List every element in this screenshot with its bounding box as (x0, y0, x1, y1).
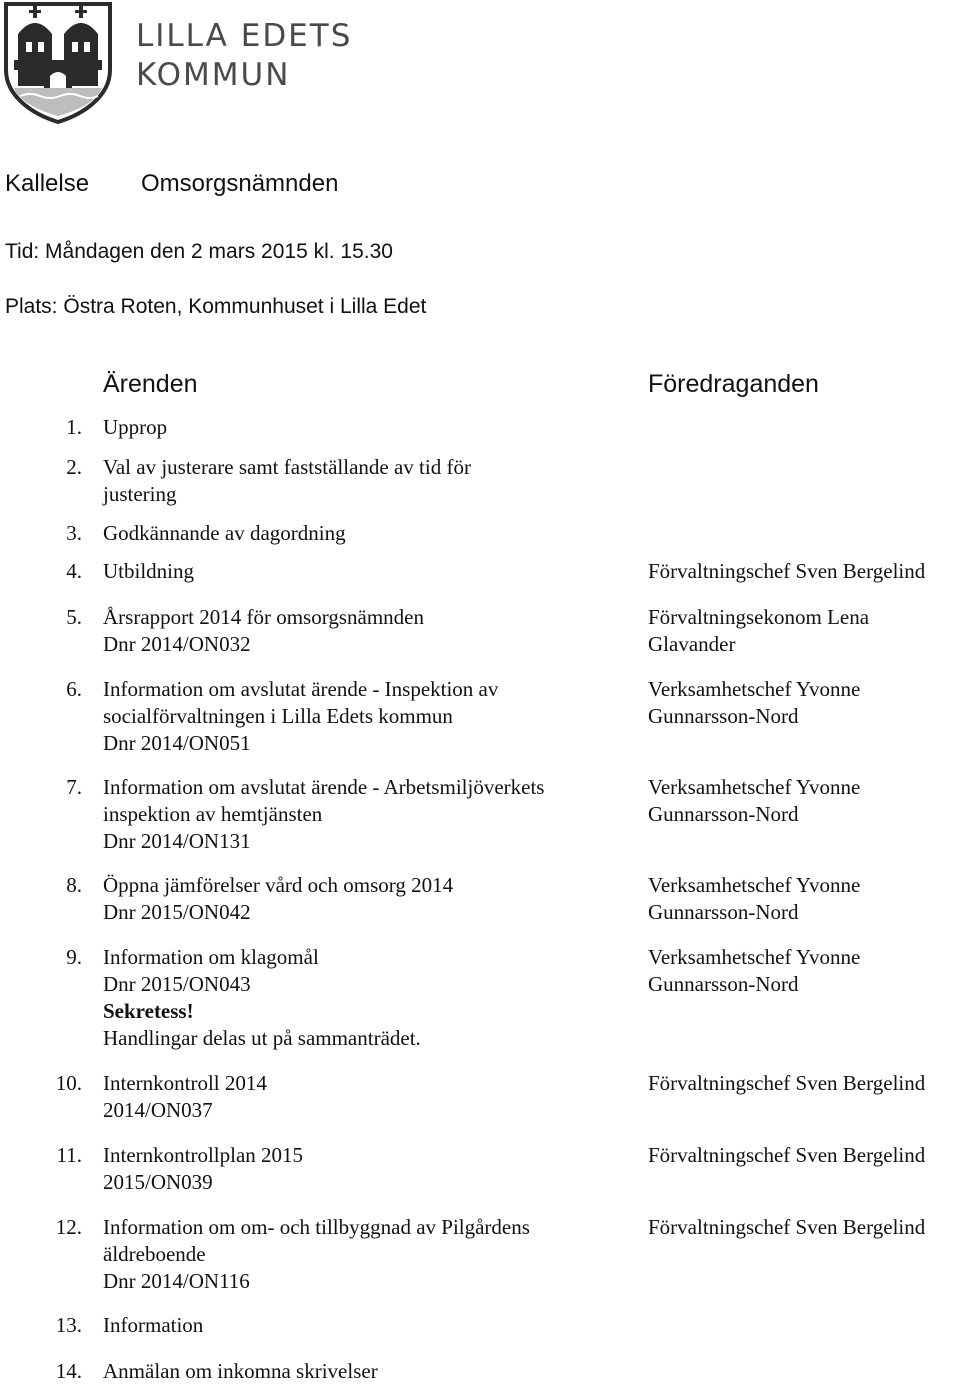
item-number: 14. (55, 1359, 82, 1383)
item-subject (103, 1358, 623, 1385)
item-subject (103, 1312, 623, 1339)
item-number: 2. (66, 455, 82, 479)
confidential-notice: Sekretess! (103, 999, 194, 1023)
item-presenter (648, 1070, 960, 1097)
presenter-line: Förvaltningschef Sven Bergelind (648, 1215, 926, 1239)
item-subject (103, 558, 623, 585)
presenter-line: Gunnarsson-Nord (648, 972, 799, 996)
meeting-time: Tid: Måndagen den 2 mars 2015 kl. 15.30 (5, 240, 393, 263)
item-line: socialförvaltningen i Lilla Edets kommun (103, 704, 453, 728)
item-number: 6. (66, 677, 82, 701)
item-line: Information om klagomål (103, 945, 319, 969)
item-number: 5. (66, 605, 82, 629)
item-presenter (648, 676, 960, 730)
item-number: 13. (55, 1313, 82, 1337)
item-subject (103, 414, 623, 441)
item-line: Godkännande av dagordning (103, 521, 346, 545)
item-line: Information om om- och tillbyggnad av Pilgårdens (103, 1215, 530, 1239)
item-line: Anmälan om inkomna skrivelser (103, 1359, 378, 1383)
item-subject (103, 604, 623, 658)
item-line: Val av justerare samt fastställande av tid för (103, 455, 471, 479)
item-line: Internkontrollplan 2015 (103, 1143, 304, 1167)
committee-name: Omsorgsnämnden (141, 170, 339, 197)
item-line: Dnr 2014/ON116 (103, 1269, 250, 1293)
item-presenter (648, 944, 960, 998)
item-line: Utbildning (103, 559, 195, 583)
presenter-line: Förvaltningsekonom Lena (648, 605, 870, 629)
item-subject (103, 676, 623, 757)
item-line: Information (103, 1313, 204, 1337)
item-presenter (648, 558, 960, 585)
item-number: 12. (55, 1215, 82, 1239)
item-presenter (648, 1214, 960, 1241)
item-number: 3. (66, 521, 82, 545)
presenter-line: Verksamhetschef Yvonne (648, 775, 861, 799)
presenter-line: Verksamhetschef Yvonne (648, 677, 861, 701)
item-line: Dnr 2015/ON042 (103, 900, 251, 924)
item-line: Information om avslutat ärende - Arbetsmiljöverkets (103, 775, 545, 799)
presenter-line: Gunnarsson-Nord (648, 900, 799, 924)
item-subject (103, 520, 623, 547)
item-line: Dnr 2014/ON051 (103, 731, 251, 755)
presenter-line: Gunnarsson-Nord (648, 802, 799, 826)
item-subject (103, 774, 623, 855)
item-number: 4. (66, 559, 82, 583)
item-line: 2015/ON039 (103, 1170, 213, 1194)
logo-text-line1: LILLA EDETS (136, 18, 353, 54)
presenter-line: Förvaltningschef Sven Bergelind (648, 1143, 926, 1167)
presenter-line: Verksamhetschef Yvonne (648, 945, 861, 969)
coat-of-arms-icon (0, 0, 120, 124)
presenter-line: Gunnarsson-Nord (648, 704, 799, 728)
item-subject (103, 1142, 623, 1196)
item-subject (103, 1214, 623, 1295)
item-number: 10. (55, 1071, 82, 1095)
item-number: 8. (66, 873, 82, 897)
item-line: Dnr 2014/ON032 (103, 632, 251, 656)
item-line: Dnr 2015/ON043 (103, 972, 251, 996)
item-line: Internkontroll 2014 (103, 1071, 267, 1095)
item-line: Öppna jämförelser vård och omsorg 2014 (103, 873, 454, 897)
item-presenter (648, 774, 960, 828)
item-number: 11. (56, 1143, 82, 1167)
presenter-line: Verksamhetschef Yvonne (648, 873, 861, 897)
item-line: Upprop (103, 415, 168, 439)
item-subject (103, 944, 623, 1052)
presenter-line: Förvaltningschef Sven Bergelind (648, 559, 926, 583)
item-line: Information om avslutat ärende - Inspektion av (103, 677, 499, 701)
item-subject (103, 454, 623, 508)
document-type: Kallelse (5, 170, 90, 197)
presenter-line: Glavander (648, 632, 736, 656)
item-line: Handlingar delas ut på sammanträdet. (103, 1026, 421, 1050)
meeting-place: Plats: Östra Roten, Kommunhuset i Lilla Edet (5, 295, 427, 318)
item-line: Årsrapport 2014 för omsorgsnämnden (103, 605, 424, 629)
item-line: 2014/ON037 (103, 1098, 213, 1122)
logo-text-line2: KOMMUN (136, 57, 291, 93)
item-line: justering (103, 482, 177, 506)
item-presenter (648, 872, 960, 926)
item-subject (103, 1070, 623, 1124)
matters-heading: Ärenden (103, 370, 198, 398)
item-number: 7. (66, 775, 82, 799)
presenter-line: Förvaltningschef Sven Bergelind (648, 1071, 926, 1095)
item-line: äldreboende (103, 1242, 206, 1266)
item-line: inspektion av hemtjänsten (103, 802, 323, 826)
item-presenter (648, 1142, 960, 1169)
item-subject (103, 872, 623, 926)
item-number: 9. (66, 945, 82, 969)
presenters-heading: Föredraganden (648, 370, 819, 398)
item-line: Dnr 2014/ON131 (103, 829, 251, 853)
municipality-logo (0, 0, 353, 125)
item-number: 1. (66, 415, 82, 439)
item-presenter (648, 604, 960, 658)
